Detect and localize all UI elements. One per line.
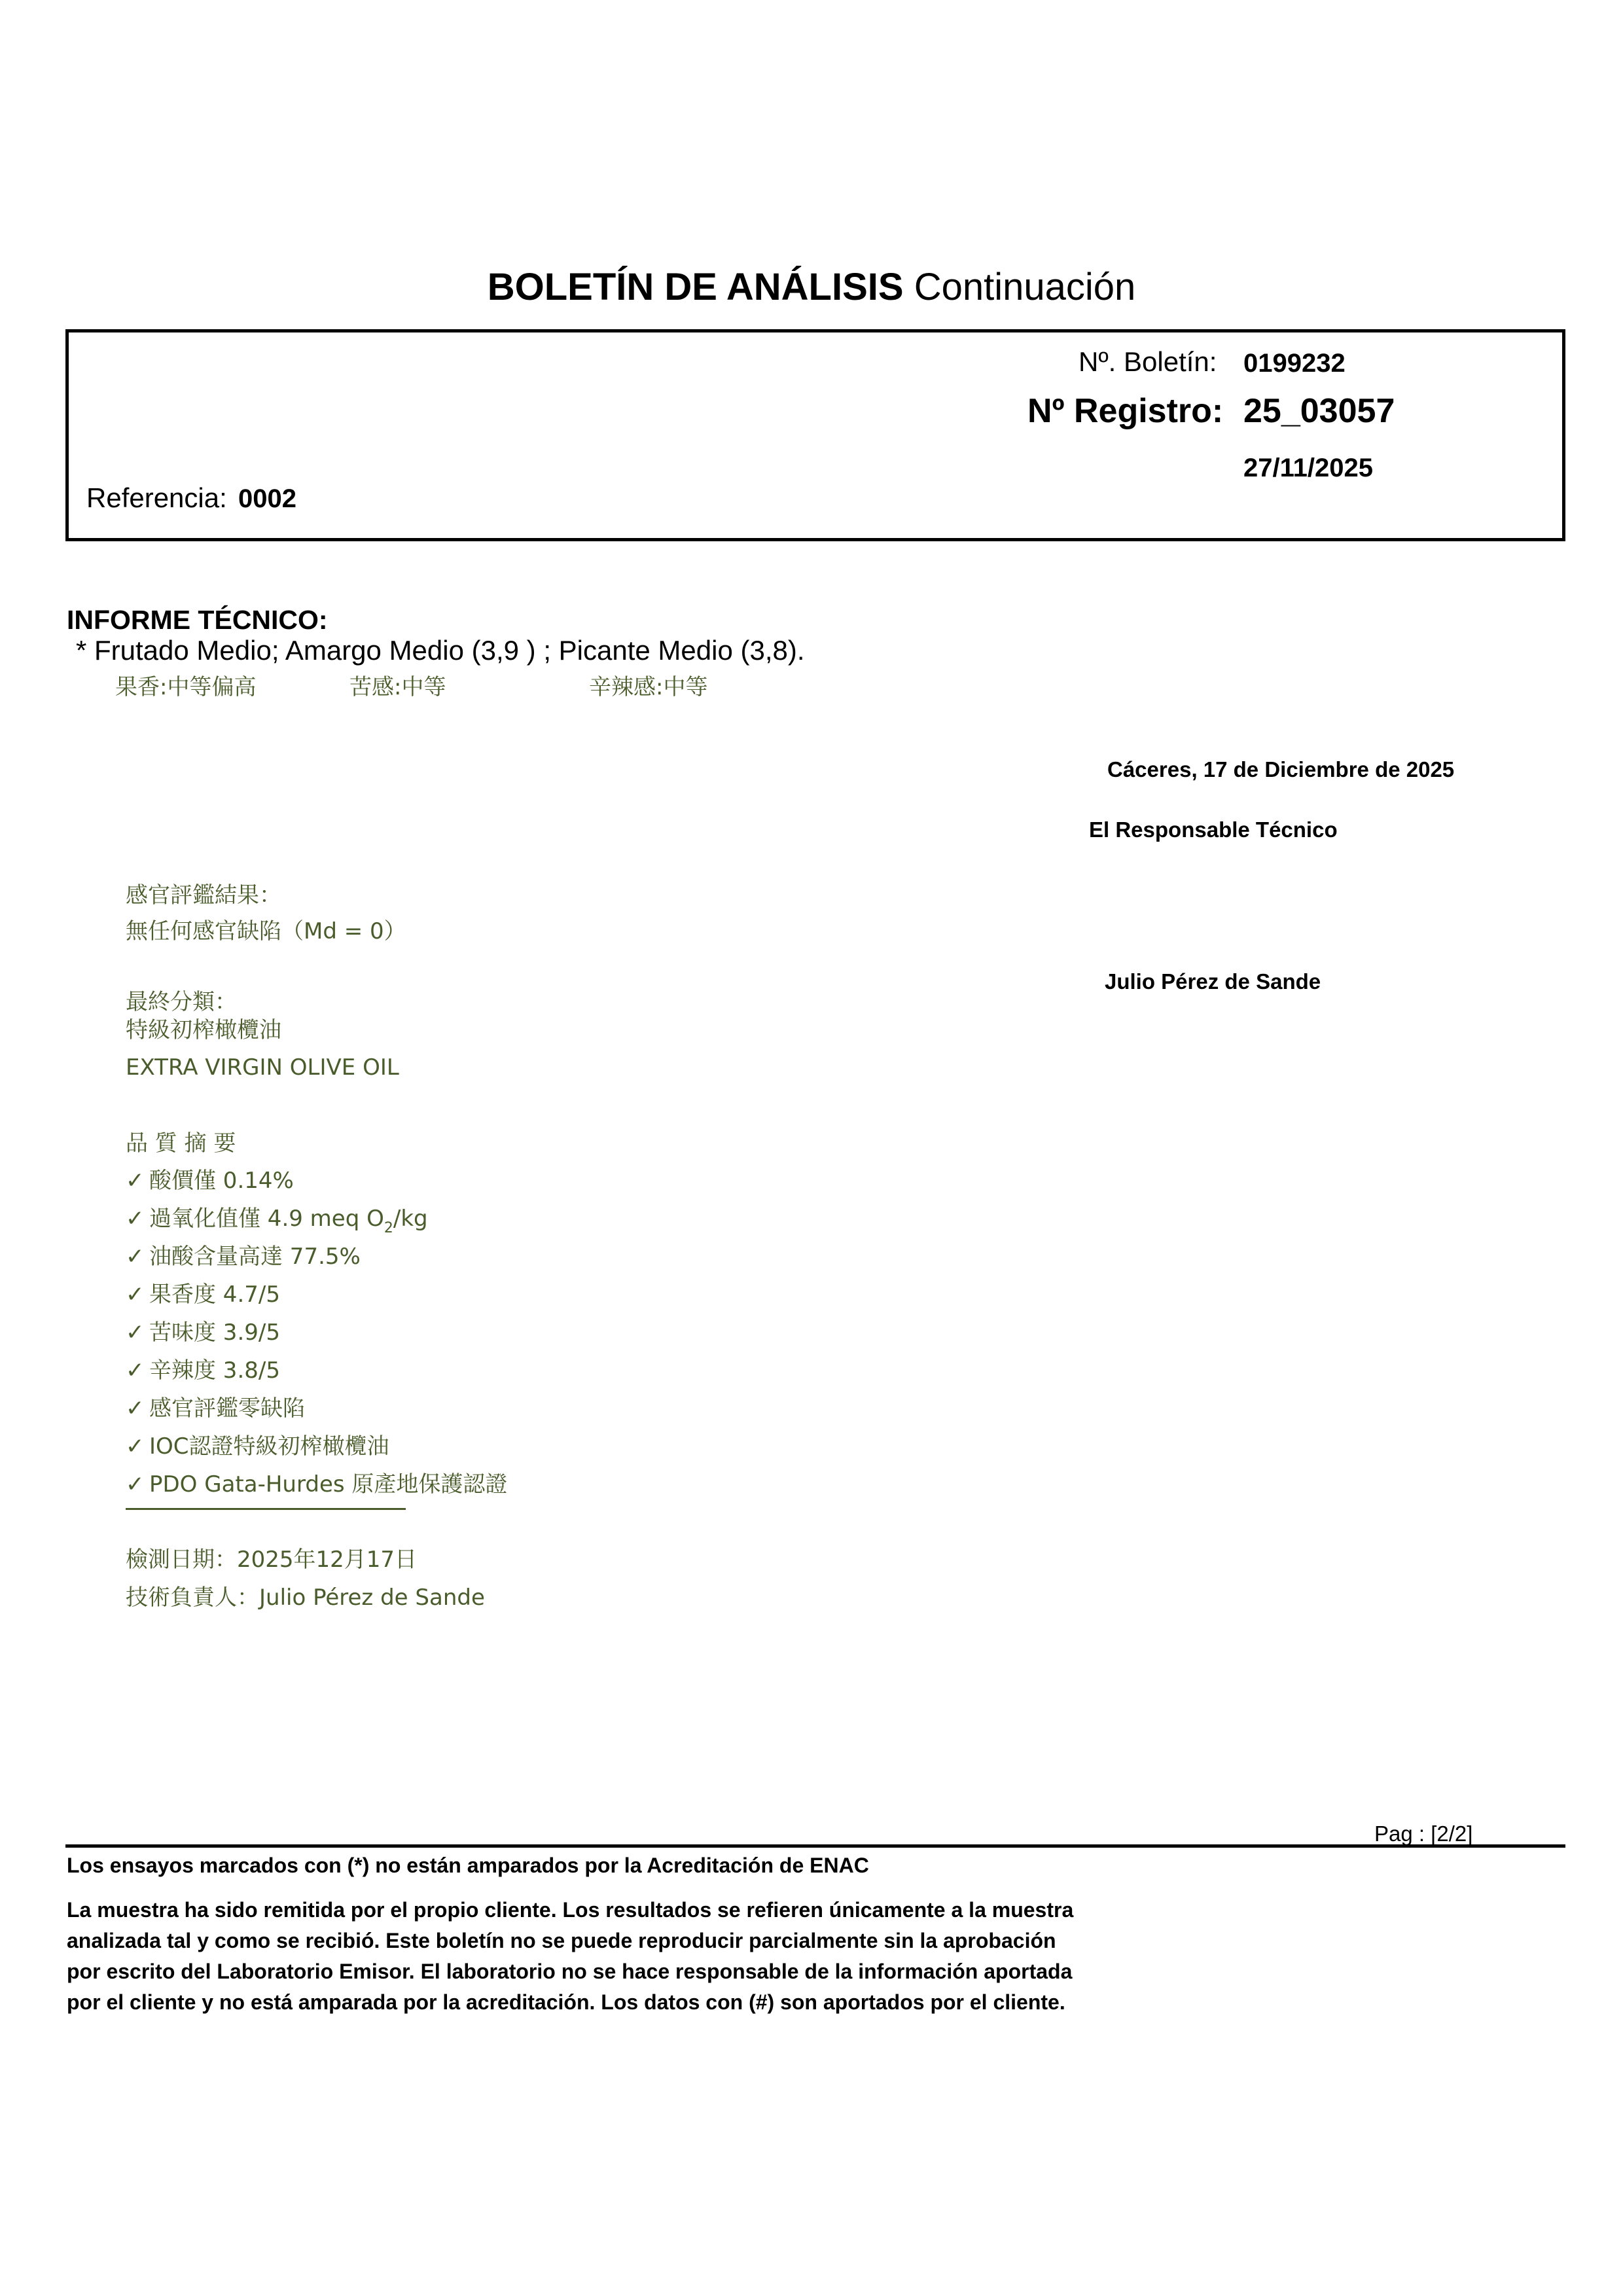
place-date: Cáceres, 17 de Diciembre de 2025: [1107, 757, 1455, 781]
classification-zh: 特級初榨橄欖油: [126, 1017, 281, 1043]
referencia-label: Referencia:: [86, 482, 227, 513]
quality-text: 過氧化值僅 4.9 meq O: [149, 1206, 384, 1232]
quality-text: 感官評鑑零缺陷: [149, 1395, 305, 1422]
quality-text: 油酸含量高達 77.5%: [149, 1244, 361, 1270]
report-date: 27/11/2025: [1243, 454, 1373, 482]
quality-list: [126, 1162, 507, 1503]
quality-text-unit: /kg: [393, 1206, 428, 1232]
quality-item-ioc: [126, 1427, 507, 1465]
disclaimer-line: La muestra ha sido remitida por el propio cliente. Los resultados se refieren únicamente a la muestra: [67, 1898, 1074, 1922]
check-icon: ✓: [126, 1319, 145, 1346]
check-icon: ✓: [126, 1357, 145, 1384]
sensory-result: 無任何感官缺陷（Md = 0）: [126, 918, 406, 944]
quality-text: 苦味度 3.9/5: [149, 1319, 280, 1346]
subscript: 2: [383, 1220, 393, 1236]
responsible-name: Julio Pérez de Sande: [1105, 969, 1321, 994]
quality-item-fruitiness: [126, 1276, 507, 1314]
informe-heading: INFORME TÉCNICO:: [67, 605, 328, 635]
check-icon: ✓: [126, 1395, 145, 1422]
page-number: Pag : [2/2]: [1374, 1821, 1473, 1846]
document-title: [0, 264, 1623, 310]
check-icon: ✓: [126, 1471, 145, 1498]
title-main: BOLETÍN DE ANÁLISIS: [487, 266, 904, 308]
quality-item-bitterness: [126, 1314, 507, 1352]
translation-fruity: 果香:中等偏高: [115, 674, 257, 700]
classification-en: EXTRA VIRGIN OLIVE OIL: [126, 1054, 399, 1081]
quality-text: IOC認證特級初榨橄欖油: [149, 1433, 389, 1460]
title-continuation: Continuación: [914, 266, 1136, 308]
translation-bitter: 苦感:中等: [349, 674, 446, 700]
footer-rule: [65, 1844, 1565, 1848]
informe-summary: * Frutado Medio; Amargo Medio (3,9 ) ; Picante Medio (3,8).: [76, 635, 805, 666]
registro-label: Nº Registro:: [1027, 392, 1224, 430]
quality-item-defects: [126, 1390, 507, 1427]
disclaimer: [67, 1895, 1073, 2018]
quality-item-pdo: [126, 1465, 507, 1503]
classification-title: 最終分類：: [126, 989, 237, 1015]
quality-text: 果香度 4.7/5: [149, 1282, 280, 1308]
boletin-label: Nº. Boletín:: [1079, 346, 1217, 377]
quality-text: PDO Gata-Hurdes 原產地保護認證: [149, 1471, 508, 1498]
check-icon: ✓: [126, 1282, 145, 1308]
quality-item-pungency: [126, 1352, 507, 1390]
referencia-value: 0002: [238, 484, 296, 513]
sensory-title: 感官評鑑結果：: [126, 882, 281, 908]
quality-text: 酸價僅 0.14%: [149, 1168, 294, 1194]
quality-text: 辛辣度 3.8/5: [149, 1357, 280, 1384]
disclaimer-line: por el cliente y no está amparada por la acreditación. Los datos con (#) son aportados por el cliente.: [67, 1990, 1065, 2014]
check-icon: ✓: [126, 1433, 145, 1460]
responsible-role: El Responsable Técnico: [1089, 817, 1338, 842]
check-icon: ✓: [126, 1206, 145, 1232]
technical-responsible: 技術負責人：Julio Pérez de Sande: [126, 1585, 485, 1611]
registro-value: 25_03057: [1243, 392, 1395, 430]
quality-item-acidity: [126, 1162, 507, 1200]
quality-item-peroxide: [126, 1200, 507, 1238]
disclaimer-line: por escrito del Laboratorio Emisor. El laboratorio no se hace responsable de la información aportada: [67, 1960, 1073, 1983]
separator-line: [126, 1508, 406, 1510]
test-date: 檢測日期：2025年12月17日: [126, 1547, 418, 1573]
disclaimer-line: analizada tal y como se recibió. Este boletín no se puede reproducir parcialmente sin la aprobación: [67, 1929, 1056, 1952]
check-icon: ✓: [126, 1168, 145, 1194]
quality-title: 品 質 摘 要: [126, 1130, 236, 1157]
boletin-value: 0199232: [1243, 349, 1346, 378]
quality-item-oleic: [126, 1238, 507, 1276]
enac-note: Los ensayos marcados con (*) no están amparados por la Acreditación de ENAC: [67, 1854, 869, 1877]
translation-pungent: 辛辣感:中等: [589, 674, 708, 700]
check-icon: ✓: [126, 1244, 145, 1270]
